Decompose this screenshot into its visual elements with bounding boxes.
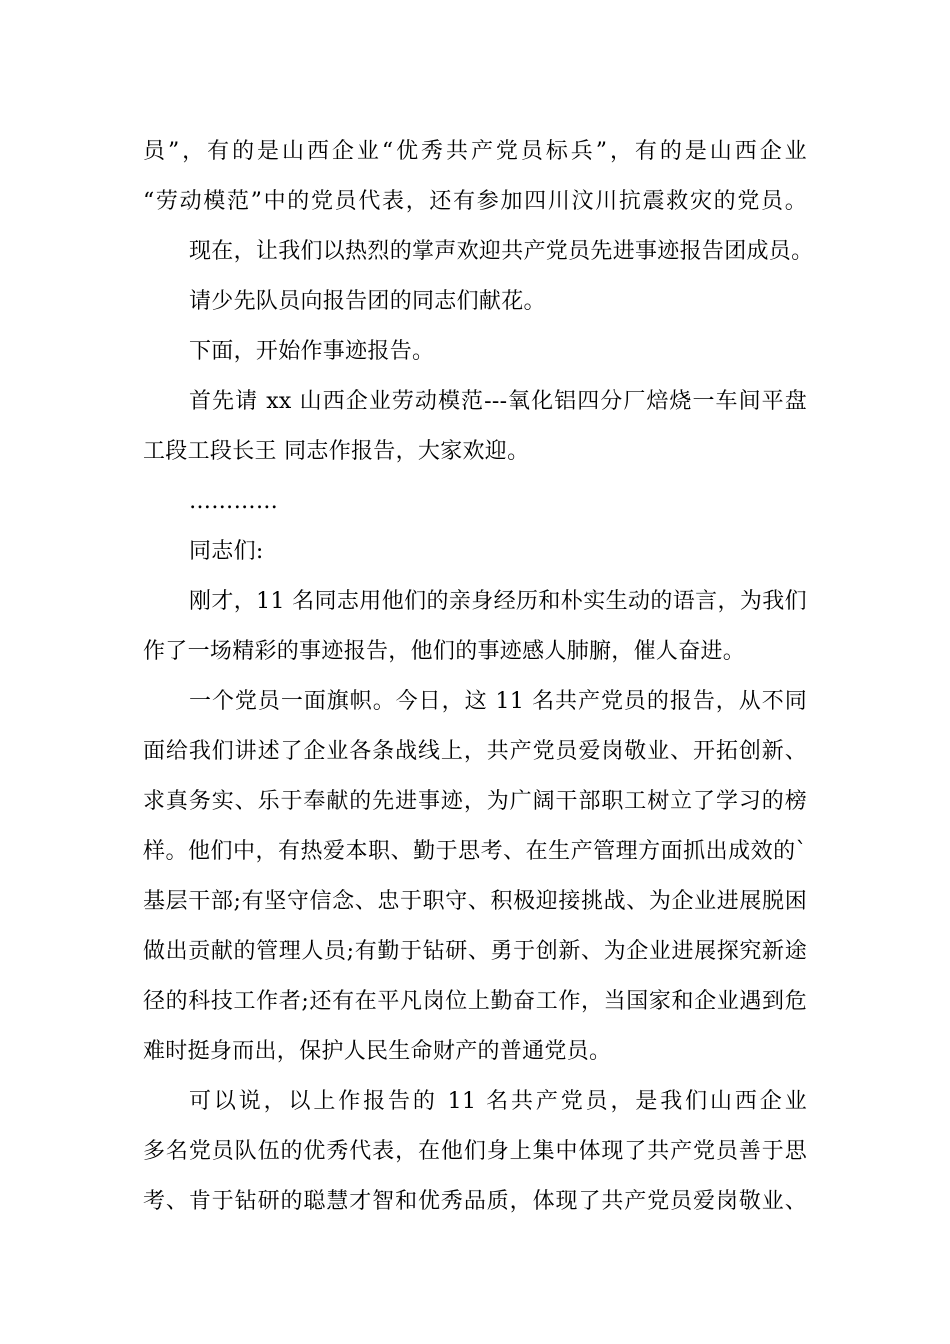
text-line: 现在，让我们以热烈的掌声欢迎共产党员先进事迹报告团成员。 <box>189 239 814 264</box>
text-line: 员”，有的是山西企业“优秀共产党员标兵”，有的是山西企业 <box>143 139 807 164</box>
text-line: 考、肯于钻研的聪慧才智和优秀品质，体现了共产党员爱岗敬业、 <box>143 1189 807 1214</box>
document-body <box>143 130 814 1230</box>
ellipsis-line: ………… <box>189 489 279 514</box>
text-line: 请少先队员向报告团的同志们献花。 <box>189 289 546 314</box>
text-line: 首先请 xx 山西企业劳动模范---氧化铝四分厂焙烧一车间平盘 <box>189 389 807 414</box>
text-line: 样。他们中，有热爱本职、勤于思考、在生产管理方面抓出成效的` <box>143 839 807 864</box>
text-line: 基层干部;有坚守信念、忠于职守、积极迎接挑战、为企业进展脱困 <box>143 889 807 914</box>
text-line: 求真务实、乐于奉献的先进事迹，为广阔干部职工树立了学习的榜 <box>143 789 807 814</box>
text-line: 可以说，以上作报告的 11 名共产党员，是我们山西企业 <box>189 1089 807 1114</box>
text-line: 多名党员队伍的优秀代表，在他们身上集中体现了共产党员善于思 <box>143 1139 807 1164</box>
text-line: “劳动模范”中的党员代表，还有参加四川汶川抗震救灾的党员。 <box>143 189 807 214</box>
text-line: 工段工段长王 同志作报告，大家欢迎。 <box>143 439 530 464</box>
text-line: 下面，开始作事迹报告。 <box>189 339 435 364</box>
salutation: 同志们: <box>189 539 264 564</box>
text-line: 径的科技工作者;还有在平凡岗位上勤奋工作，当国家和企业遇到危 <box>143 989 807 1014</box>
text-line: 面给我们讲述了企业各条战线上，共产党员爱岗敬业、开拓创新、 <box>143 739 807 764</box>
text-line: 一个党员一面旗帜。今日，这 11 名共产党员的报告，从不同 <box>189 689 807 714</box>
text-line: 刚才，11 名同志用他们的亲身经历和朴实生动的语言，为我们 <box>189 589 807 614</box>
text-line: 做出贡献的管理人员;有勤于钻研、勇于创新、为企业进展探究新途 <box>143 939 807 964</box>
text-line: 作了一场精彩的事迹报告，他们的事迹感人肺腑，催人奋进。 <box>143 639 746 664</box>
text-line: 难时挺身而出，保护人民生命财产的普通党员。 <box>143 1039 612 1064</box>
